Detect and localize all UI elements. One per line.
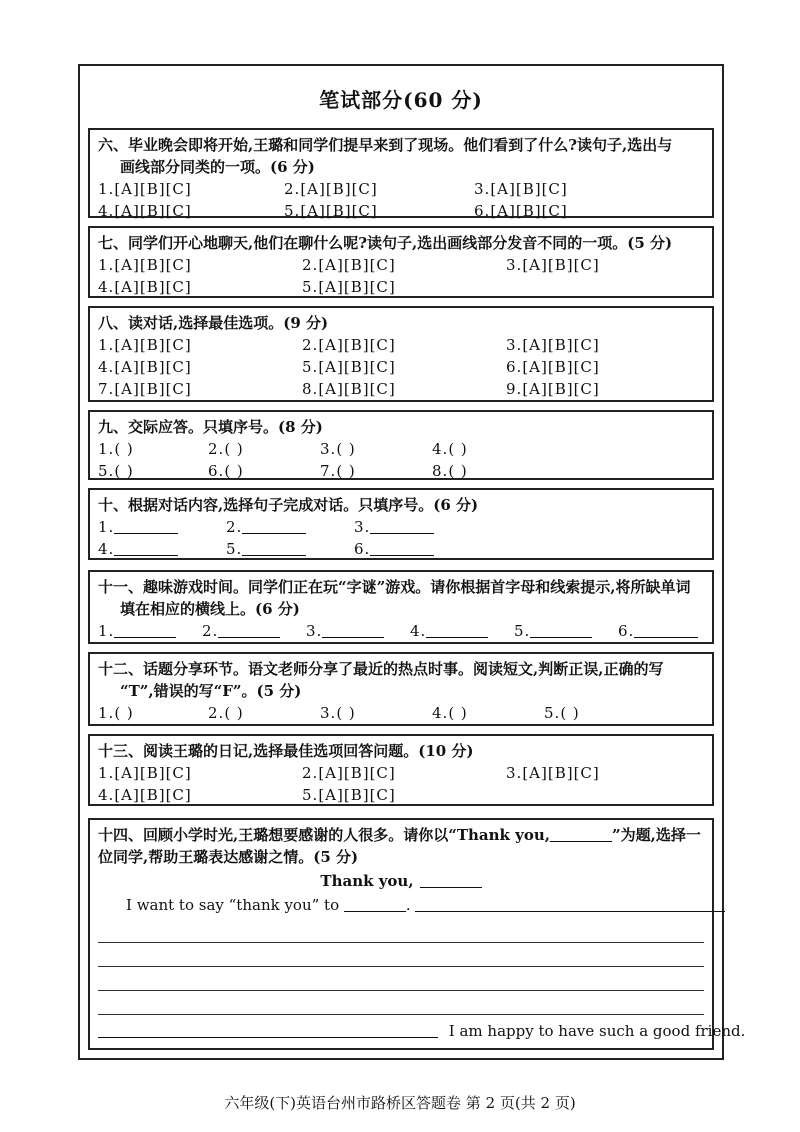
answer-row (98, 516, 704, 538)
section-8-heading: 八、读对话,选择最佳选项。(9 分) (98, 314, 329, 332)
answer-blank-1[interactable]: 1.( ) (98, 440, 134, 458)
answer-blank-1[interactable]: 1.( ) (98, 704, 134, 722)
writing-line[interactable] (98, 942, 704, 943)
answer-blank-3[interactable]: 3.( ) (320, 440, 356, 458)
heading-blank[interactable] (420, 871, 482, 888)
answer-option-4[interactable]: 4.[A][B][C] (98, 278, 192, 296)
answer-option-2[interactable]: 2.[A][B][C] (302, 256, 396, 274)
answer-option-1[interactable]: 1.[A][B][C] (98, 764, 192, 782)
answer-option-4[interactable]: 4.[A][B][C] (98, 358, 192, 376)
answer-line-1[interactable]: 1. (98, 620, 176, 642)
answer-option-5[interactable]: 5.[A][B][C] (302, 278, 396, 296)
answer-option-1[interactable]: 1.[A][B][C] (98, 180, 192, 198)
section-11-heading: 十一、趣味游戏时间。同学们正在玩“字谜”游戏。请你根据首字母和线索提示,将所缺单词 填在相应的横线上。(6 分) (98, 578, 691, 618)
answer-line-6[interactable]: 6. (618, 620, 698, 642)
answer-option-8[interactable]: 8.[A][B][C] (302, 380, 396, 398)
answer-option-7[interactable]: 7.[A][B][C] (98, 380, 192, 398)
answer-line-1[interactable]: 1. (98, 516, 178, 538)
writing-line[interactable] (98, 990, 704, 991)
answer-option-1[interactable]: 1.[A][B][C] (98, 336, 192, 354)
answer-option-3[interactable]: 3.[A][B][C] (506, 256, 600, 274)
writing-line[interactable] (98, 1014, 704, 1015)
section-14 (88, 818, 746, 1050)
answer-line-4[interactable]: 4. (98, 538, 178, 560)
section-6-heading: 六、毕业晚会即将开始,王璐和同学们提早来到了现场。他们看到了什么?读句子,选出与 画线部分同类的一项。(6 分) (98, 136, 673, 176)
answer-blank-3[interactable]: 3.( ) (320, 704, 356, 722)
answer-row (98, 356, 704, 378)
answer-blank-5[interactable]: 5.( ) (544, 704, 580, 722)
page-footer: 六年级(下)英语台州市路桥区答题卷 第 2 页(共 2 页) (224, 1094, 576, 1112)
section-6 (88, 128, 714, 218)
answer-option-3[interactable]: 3.[A][B][C] (506, 336, 600, 354)
answer-blank-8[interactable]: 8.( ) (432, 462, 468, 480)
section-9-heading: 九、交际应答。只填序号。(8 分) (98, 418, 323, 436)
section-13 (88, 734, 714, 806)
answer-option-6[interactable]: 6.[A][B][C] (474, 202, 568, 220)
answer-blank-4[interactable]: 4.( ) (432, 704, 468, 722)
writing-line[interactable] (415, 895, 725, 912)
section-11 (88, 570, 714, 644)
essay-first-line: I want to say “thank you” to . (98, 894, 704, 916)
answer-row (98, 254, 704, 276)
answer-line-2[interactable]: 2. (202, 620, 280, 642)
answer-row (98, 438, 704, 460)
answer-row (98, 276, 704, 298)
answer-line-2[interactable]: 2. (226, 516, 306, 538)
answer-row (98, 200, 704, 222)
answer-blank-5[interactable]: 5.( ) (98, 462, 134, 480)
essay-last-line: I am happy to have such a good friend. (98, 1020, 704, 1042)
answer-option-2[interactable]: 2.[A][B][C] (302, 336, 396, 354)
answer-row (98, 784, 704, 806)
friend-blank[interactable] (344, 895, 406, 912)
answer-option-5[interactable]: 5.[A][B][C] (302, 358, 396, 376)
section-10 (88, 488, 714, 560)
answer-row (98, 762, 704, 784)
section-9 (88, 410, 714, 480)
answer-line-4[interactable]: 4. (410, 620, 488, 642)
answer-line-3[interactable]: 3. (354, 516, 434, 538)
answer-row (98, 334, 704, 356)
answer-row (98, 460, 704, 482)
answer-row (98, 378, 704, 400)
section-12 (88, 652, 714, 726)
section-10-heading: 十、根据对话内容,选择句子完成对话。只填序号。(6 分) (98, 496, 479, 514)
answer-option-5[interactable]: 5.[A][B][C] (284, 202, 378, 220)
answer-line-5[interactable]: 5. (514, 620, 592, 642)
answer-row (98, 620, 704, 642)
title-blank[interactable] (550, 825, 612, 842)
answer-option-3[interactable]: 3.[A][B][C] (506, 764, 600, 782)
answer-blank-7[interactable]: 7.( ) (320, 462, 356, 480)
answer-option-3[interactable]: 3.[A][B][C] (474, 180, 568, 198)
writing-line[interactable] (98, 1021, 438, 1038)
section-7 (88, 226, 714, 298)
answer-blank-2[interactable]: 2.( ) (208, 704, 244, 722)
section-14-heading: 十四、回顾小学时光,王璐想要感谢的人很多。请你以“Thank you, ”为题,选择一 位同学,帮助王璐表达感谢之情。(5 分) (98, 826, 701, 866)
answer-option-4[interactable]: 4.[A][B][C] (98, 202, 192, 220)
section-12-heading: 十二、话题分享环节。语文老师分享了最近的热点时事。阅读短文,判断正误,正确的写 “T”,错误的写“F”。(5 分) (98, 660, 664, 700)
writing-line[interactable] (98, 966, 704, 967)
answer-option-9[interactable]: 9.[A][B][C] (506, 380, 600, 398)
answer-line-6[interactable]: 6. (354, 538, 434, 560)
essay-heading: Thank you, (98, 870, 704, 892)
answer-option-5[interactable]: 5.[A][B][C] (302, 786, 396, 804)
answer-option-1[interactable]: 1.[A][B][C] (98, 256, 192, 274)
answer-sheet (78, 64, 746, 1060)
answer-blank-4[interactable]: 4.( ) (432, 440, 468, 458)
answer-blank-2[interactable]: 2.( ) (208, 440, 244, 458)
answer-option-4[interactable]: 4.[A][B][C] (98, 786, 192, 804)
answer-line-5[interactable]: 5. (226, 538, 306, 560)
answer-blank-6[interactable]: 6.( ) (208, 462, 244, 480)
answer-row (98, 178, 704, 200)
answer-option-6[interactable]: 6.[A][B][C] (506, 358, 600, 376)
answer-option-2[interactable]: 2.[A][B][C] (302, 764, 396, 782)
answer-line-3[interactable]: 3. (306, 620, 384, 642)
page-title: 笔试部分(60 分) (319, 88, 483, 112)
section-13-heading: 十三、阅读王璐的日记,选择最佳选项回答问题。(10 分) (98, 742, 474, 760)
section-7-heading: 七、同学们开心地聊天,他们在聊什么呢?读句子,选出画线部分发音不同的一项。(5 分) (98, 234, 673, 252)
answer-option-2[interactable]: 2.[A][B][C] (284, 180, 378, 198)
answer-row (98, 538, 704, 560)
section-8 (88, 306, 714, 402)
answer-row (98, 702, 704, 724)
